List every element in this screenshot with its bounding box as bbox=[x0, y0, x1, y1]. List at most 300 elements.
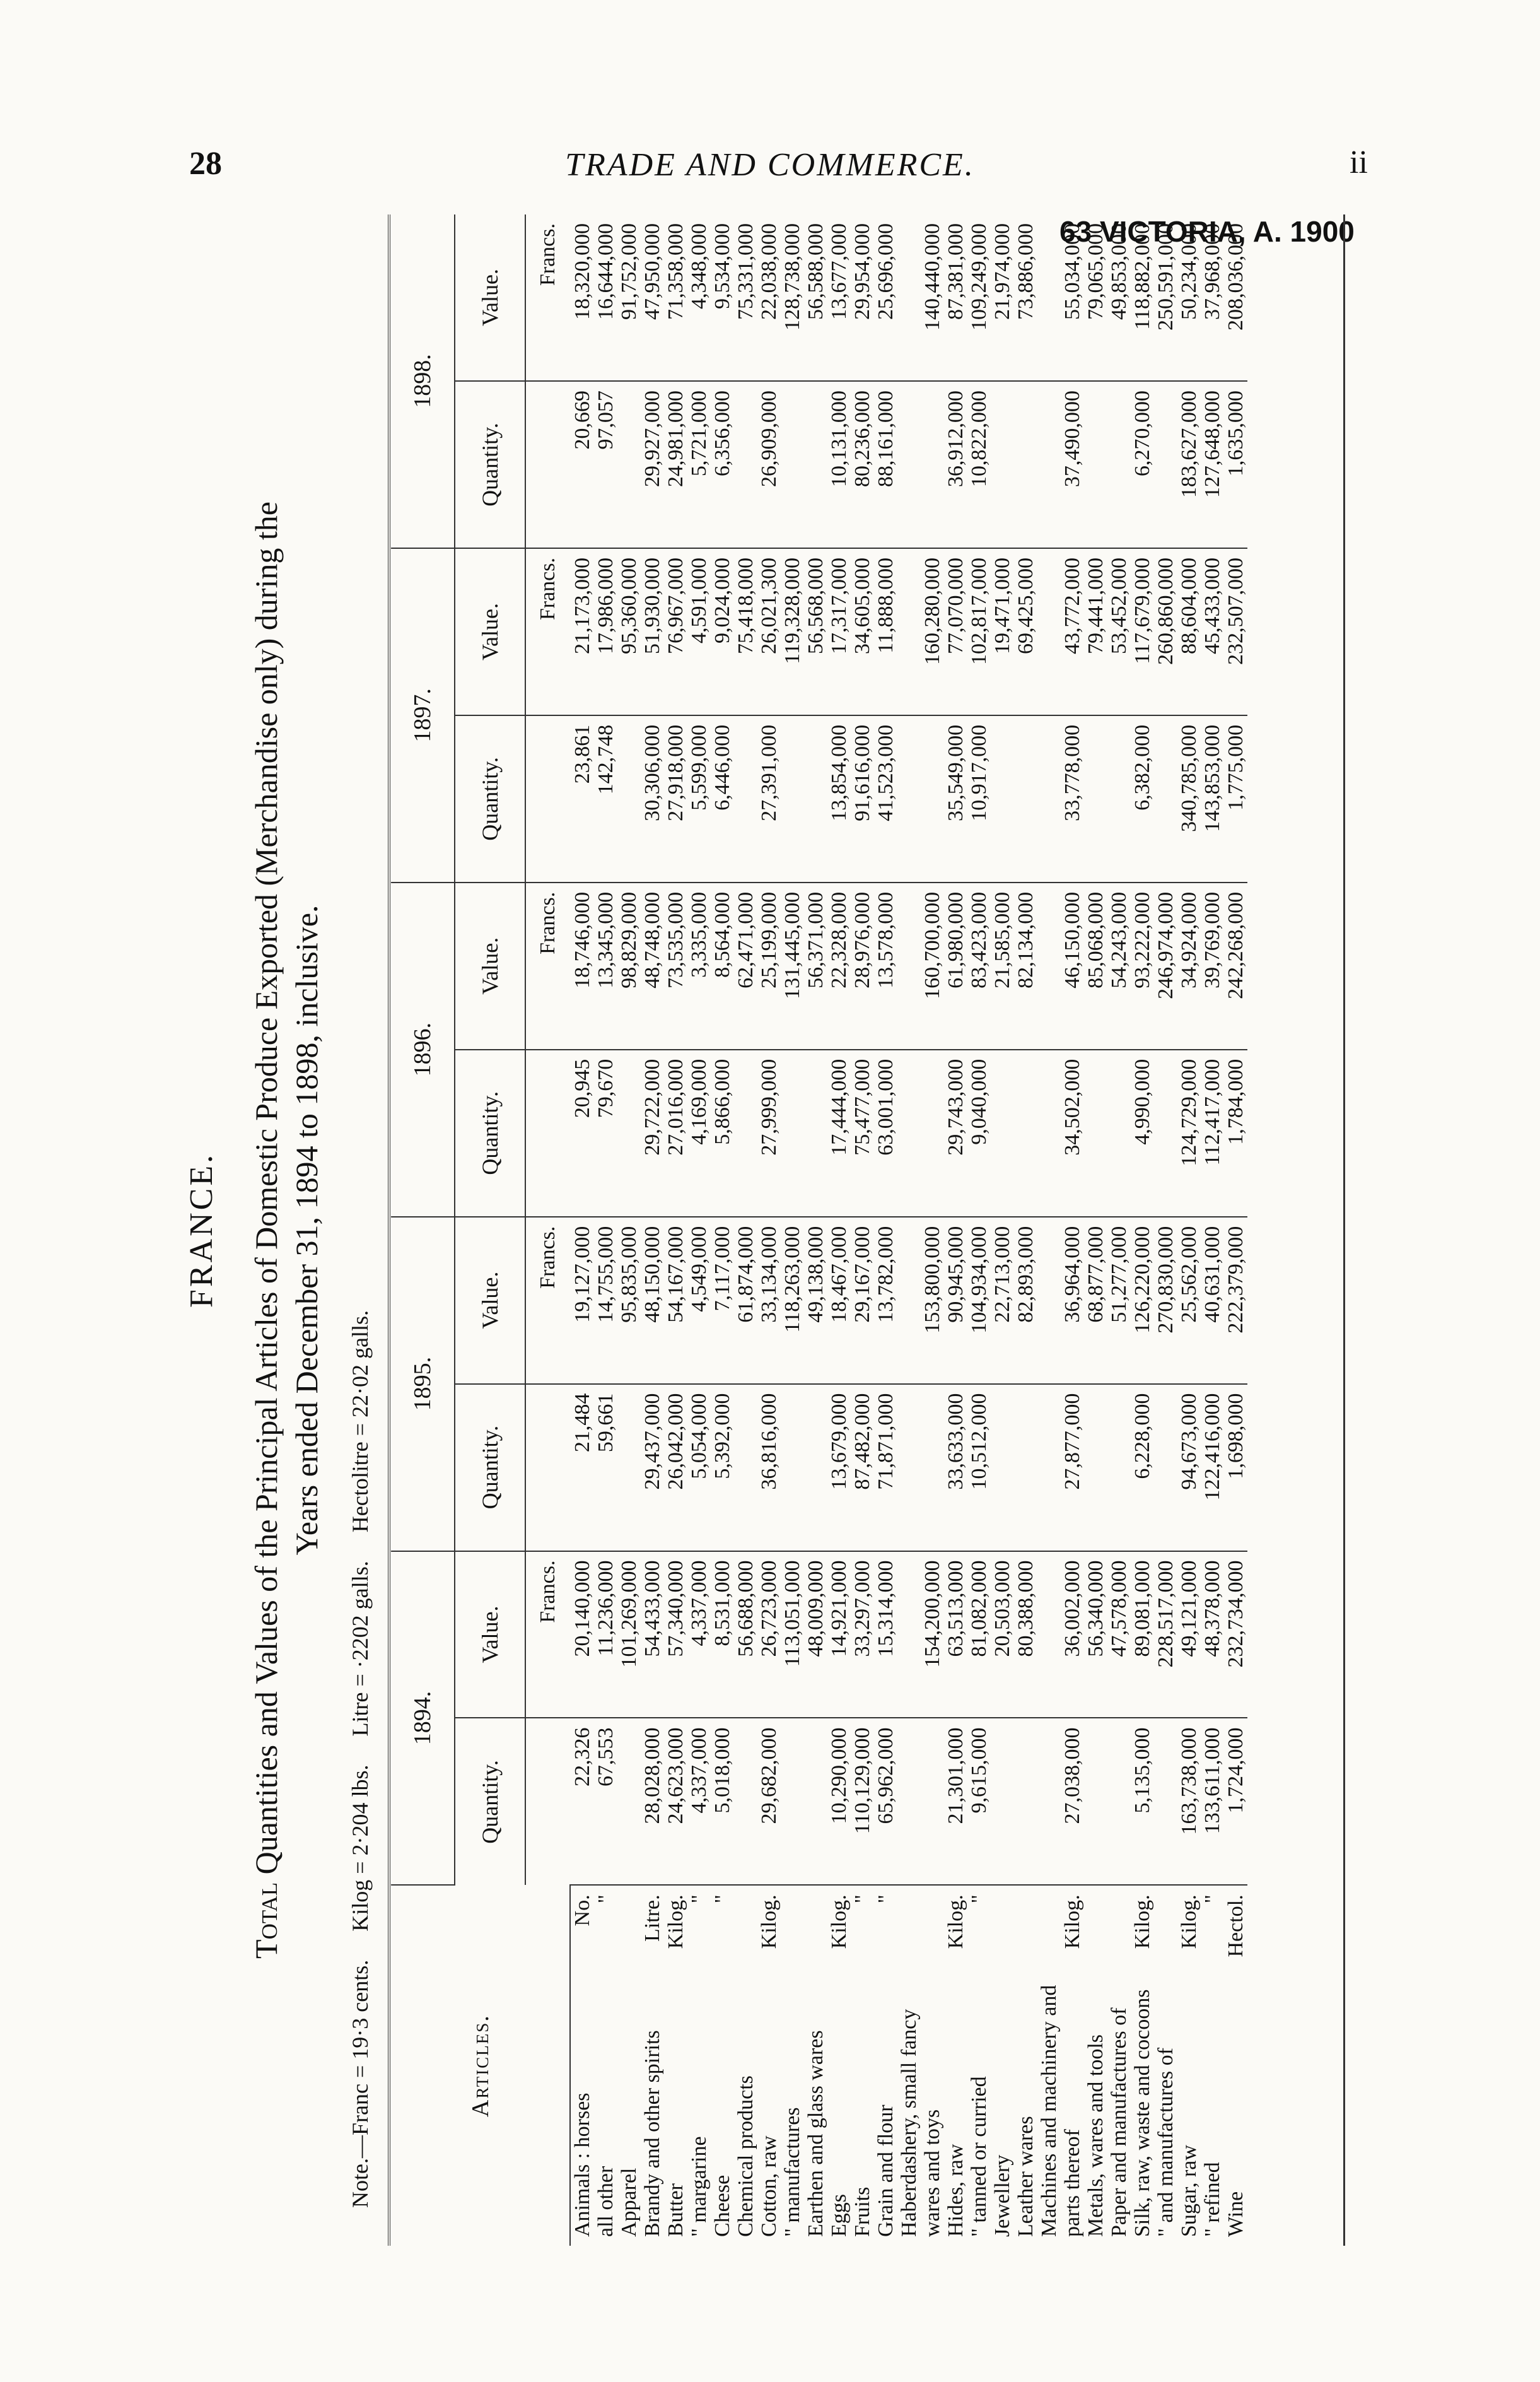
article-name: Cotton, raw bbox=[757, 2135, 781, 2237]
value-cell: 154,200,000 bbox=[921, 1551, 944, 1718]
value-cell: 17,986,000 bbox=[594, 548, 617, 715]
article-unit: Kilog. bbox=[827, 1894, 851, 1949]
table-row bbox=[1014, 214, 1037, 2246]
quantity-cell: 29,722,000 bbox=[641, 1050, 664, 1217]
quantity-cell bbox=[781, 715, 804, 883]
quantity-cell: 6,382,000 bbox=[1131, 715, 1154, 883]
quantity-cell: 41,523,000 bbox=[874, 715, 897, 883]
value-cell bbox=[1037, 883, 1061, 1050]
article-cell bbox=[664, 1885, 687, 2246]
quantity-cell bbox=[1084, 1718, 1107, 1885]
article-cell bbox=[781, 1885, 804, 2246]
table-top-rule bbox=[388, 214, 390, 2246]
article-name: " margarine bbox=[687, 2136, 711, 2237]
quantity-cell bbox=[734, 715, 757, 883]
value-cell: 260,860,000 bbox=[1154, 548, 1177, 715]
article-name: Cheese bbox=[711, 2174, 734, 2237]
quantity-unit-cell bbox=[525, 1050, 570, 1217]
quantity-unit-cell bbox=[525, 381, 570, 548]
article-unit bbox=[781, 1894, 804, 1899]
value-cell: 95,360,000 bbox=[617, 548, 641, 715]
value-cell: 160,280,000 bbox=[921, 548, 944, 715]
value-cell: 55,034,000 bbox=[1061, 214, 1084, 381]
value-cell: 45,433,000 bbox=[1201, 548, 1224, 715]
rotated-table-region bbox=[164, 177, 1362, 2284]
article-cell bbox=[967, 1885, 991, 2246]
article-cell bbox=[897, 1885, 921, 2246]
value-cell: 232,507,000 bbox=[1224, 548, 1247, 715]
article-name: Wine bbox=[1224, 2191, 1247, 2237]
quantity-header: Quantity. bbox=[455, 1384, 525, 1551]
sessional-number: ii bbox=[1350, 144, 1368, 180]
article-cell bbox=[851, 1885, 874, 2246]
value-cell: 95,835,000 bbox=[617, 1217, 641, 1384]
quantity-cell bbox=[921, 1384, 944, 1551]
quantity-cell bbox=[991, 381, 1014, 548]
article-unit: Kilog. bbox=[944, 1894, 967, 1949]
quantity-cell: 35,549,000 bbox=[944, 715, 967, 883]
quantity-cell: 24,623,000 bbox=[664, 1718, 687, 1885]
quantity-header: Quantity. bbox=[455, 1050, 525, 1217]
quantity-cell bbox=[1154, 1384, 1177, 1551]
quantity-cell bbox=[804, 715, 827, 883]
article-unit: " bbox=[967, 1894, 991, 1904]
article-name: Jewellery bbox=[991, 2154, 1014, 2237]
value-cell: 3,335,000 bbox=[687, 883, 711, 1050]
table-row bbox=[757, 214, 781, 2246]
quantity-cell: 10,131,000 bbox=[827, 381, 851, 548]
article-cell bbox=[1224, 1885, 1247, 2246]
quantity-cell bbox=[991, 1050, 1014, 1217]
value-cell: 250,591,000 bbox=[1154, 214, 1177, 381]
article-unit: " bbox=[1201, 1894, 1224, 1904]
value-cell: 56,568,000 bbox=[804, 548, 827, 715]
article-unit: " bbox=[851, 1894, 874, 1904]
quantity-cell: 6,446,000 bbox=[711, 715, 734, 883]
quantity-cell: 71,871,000 bbox=[874, 1384, 897, 1551]
article-name: " and manufactures of bbox=[1154, 2048, 1177, 2237]
article-unit: " bbox=[874, 1894, 897, 1904]
value-cell: 69,425,000 bbox=[1014, 548, 1037, 715]
article-name: Grain and flour bbox=[874, 2104, 897, 2237]
quantity-cell: 87,482,000 bbox=[851, 1384, 874, 1551]
quantity-cell: 20,945 bbox=[570, 1050, 594, 1217]
value-cell: 21,974,000 bbox=[991, 214, 1014, 381]
value-cell: 153,800,000 bbox=[921, 1217, 944, 1384]
article-unit: " bbox=[711, 1894, 734, 1904]
article-unit: Kilog. bbox=[1131, 1894, 1154, 1949]
articles-header bbox=[391, 1885, 570, 2246]
article-cell bbox=[921, 1885, 944, 2246]
value-cell: 33,134,000 bbox=[757, 1217, 781, 1384]
value-cell: 228,517,000 bbox=[1154, 1551, 1177, 1718]
value-cell: 43,772,000 bbox=[1061, 548, 1084, 715]
quantity-cell bbox=[1037, 1050, 1061, 1217]
value-cell: 4,348,000 bbox=[687, 214, 711, 381]
quantity-cell: 36,912,000 bbox=[944, 381, 967, 548]
table-row bbox=[851, 214, 874, 2246]
table-row bbox=[874, 214, 897, 2246]
article-name: Leather wares bbox=[1014, 2116, 1037, 2237]
articles-header-label: Articles. bbox=[467, 2014, 494, 2118]
value-cell: 77,070,000 bbox=[944, 548, 967, 715]
value-cell: 140,440,000 bbox=[921, 214, 944, 381]
value-cell: 48,009,000 bbox=[804, 1551, 827, 1718]
value-header: Value. bbox=[455, 214, 525, 381]
value-cell: 71,358,000 bbox=[664, 214, 687, 381]
article-cell bbox=[641, 1885, 664, 2246]
article-unit bbox=[1037, 1894, 1061, 1899]
quantity-cell: 80,236,000 bbox=[851, 381, 874, 548]
value-cell: 119,328,000 bbox=[781, 548, 804, 715]
table-row bbox=[991, 214, 1014, 2246]
value-cell: 22,713,000 bbox=[991, 1217, 1014, 1384]
value-cell: 160,700,000 bbox=[921, 883, 944, 1050]
article-cell bbox=[1061, 1885, 1084, 2246]
value-cell: 75,331,000 bbox=[734, 214, 757, 381]
value-cell: 56,588,000 bbox=[804, 214, 827, 381]
article-cell bbox=[804, 1885, 827, 2246]
value-cell: 40,631,000 bbox=[1201, 1217, 1224, 1384]
table-row bbox=[594, 214, 617, 2246]
value-cell: 62,471,000 bbox=[734, 883, 757, 1050]
value-cell: 4,337,000 bbox=[687, 1551, 711, 1718]
quantity-cell: 133,611,000 bbox=[1201, 1718, 1224, 1885]
article-unit bbox=[1014, 1894, 1037, 1899]
quantity-cell: 91,616,000 bbox=[851, 715, 874, 883]
quantity-cell bbox=[1107, 381, 1131, 548]
value-cell: 26,723,000 bbox=[757, 1551, 781, 1718]
quantity-cell: 5,054,000 bbox=[687, 1384, 711, 1551]
quantity-cell bbox=[1084, 1384, 1107, 1551]
table-row bbox=[1061, 214, 1084, 2246]
quantity-cell bbox=[1037, 1384, 1061, 1551]
quantity-cell: 30,306,000 bbox=[641, 715, 664, 883]
quantity-cell bbox=[1037, 1718, 1061, 1885]
value-unit-cell: Francs. bbox=[525, 883, 570, 1050]
value-cell: 48,748,000 bbox=[641, 883, 664, 1050]
article-unit: " bbox=[594, 1894, 617, 1904]
quantity-cell: 4,337,000 bbox=[687, 1718, 711, 1885]
value-cell: 13,677,000 bbox=[827, 214, 851, 381]
value-cell: 104,934,000 bbox=[967, 1217, 991, 1384]
table-row bbox=[734, 214, 757, 2246]
article-name: Apparel bbox=[617, 2168, 641, 2237]
quantity-cell bbox=[1154, 715, 1177, 883]
value-cell: 76,967,000 bbox=[664, 548, 687, 715]
quantity-cell: 21,484 bbox=[570, 1384, 594, 1551]
quantity-cell bbox=[617, 1718, 641, 1885]
value-cell: 63,513,000 bbox=[944, 1551, 967, 1718]
value-cell: 51,277,000 bbox=[1107, 1217, 1131, 1384]
caption-lead: Total bbox=[248, 1882, 284, 1959]
quantity-cell bbox=[804, 1050, 827, 1217]
quantity-cell: 5,135,000 bbox=[1131, 1718, 1154, 1885]
value-cell bbox=[897, 548, 921, 715]
quantity-cell: 10,917,000 bbox=[967, 715, 991, 883]
quantity-cell: 142,748 bbox=[594, 715, 617, 883]
value-cell: 47,578,000 bbox=[1107, 1551, 1131, 1718]
article-cell bbox=[991, 1885, 1014, 2246]
quantity-cell: 127,648,000 bbox=[1201, 381, 1224, 548]
quantity-cell: 27,391,000 bbox=[757, 715, 781, 883]
quantity-cell: 26,042,000 bbox=[664, 1384, 687, 1551]
value-cell: 83,423,000 bbox=[967, 883, 991, 1050]
article-cell bbox=[1201, 1885, 1224, 2246]
article-cell bbox=[687, 1885, 711, 2246]
quantity-cell: 4,169,000 bbox=[687, 1050, 711, 1217]
quantity-cell bbox=[804, 1718, 827, 1885]
value-cell: 54,433,000 bbox=[641, 1551, 664, 1718]
value-cell: 19,471,000 bbox=[991, 548, 1014, 715]
article-unit: Hectol. bbox=[1224, 1894, 1247, 1957]
value-cell bbox=[897, 1551, 921, 1718]
table-row bbox=[1131, 214, 1154, 2246]
value-cell: 25,696,000 bbox=[874, 214, 897, 381]
quantity-cell bbox=[1037, 715, 1061, 883]
value-header: Value. bbox=[455, 883, 525, 1050]
value-header: Value. bbox=[455, 548, 525, 715]
value-cell: 208,036,000 bbox=[1224, 214, 1247, 381]
value-cell: 48,378,000 bbox=[1201, 1551, 1224, 1718]
value-cell: 128,738,000 bbox=[781, 214, 804, 381]
value-cell: 36,002,000 bbox=[1061, 1551, 1084, 1718]
exports-table bbox=[391, 214, 1247, 2246]
value-cell: 17,317,000 bbox=[827, 548, 851, 715]
value-cell: 4,549,000 bbox=[687, 1217, 711, 1384]
quantity-cell: 10,822,000 bbox=[967, 381, 991, 548]
value-cell: 36,964,000 bbox=[1061, 1217, 1084, 1384]
value-cell: 57,340,000 bbox=[664, 1551, 687, 1718]
quantity-cell: 97,057 bbox=[594, 381, 617, 548]
article-unit: Kilog. bbox=[664, 1894, 687, 1949]
article-unit: " bbox=[687, 1894, 711, 1904]
value-cell: 50,234,000 bbox=[1177, 214, 1201, 381]
quantity-cell bbox=[781, 1050, 804, 1217]
table-row bbox=[804, 214, 827, 2246]
article-cell bbox=[944, 1885, 967, 2246]
value-cell: 33,297,000 bbox=[851, 1551, 874, 1718]
table-row bbox=[781, 214, 804, 2246]
value-cell: 56,371,000 bbox=[804, 883, 827, 1050]
quantity-cell: 9,040,000 bbox=[967, 1050, 991, 1217]
value-cell: 49,853,000 bbox=[1107, 214, 1131, 381]
quantity-cell: 183,627,000 bbox=[1177, 381, 1201, 548]
quantity-cell: 1,698,000 bbox=[1224, 1384, 1247, 1551]
article-unit bbox=[1084, 1894, 1107, 1899]
running-title: TRADE AND COMMERCE. bbox=[565, 147, 975, 183]
article-unit bbox=[991, 1894, 1014, 1899]
value-cell: 73,886,000 bbox=[1014, 214, 1037, 381]
table-row bbox=[921, 214, 944, 2246]
quantity-cell bbox=[991, 1718, 1014, 1885]
value-cell: 222,379,000 bbox=[1224, 1217, 1247, 1384]
volume-label: 63 VICTORIA, A. 1900 bbox=[1059, 215, 1355, 248]
year-header: 1897. bbox=[391, 548, 455, 883]
value-cell: 232,734,000 bbox=[1224, 1551, 1247, 1718]
quantity-cell: 5,599,000 bbox=[687, 715, 711, 883]
quantity-cell bbox=[781, 1384, 804, 1551]
quantity-cell: 29,682,000 bbox=[757, 1718, 781, 1885]
quantity-cell bbox=[1154, 1050, 1177, 1217]
table-row bbox=[641, 214, 664, 2246]
value-cell bbox=[897, 214, 921, 381]
value-cell: 109,249,000 bbox=[967, 214, 991, 381]
value-cell: 19,127,000 bbox=[570, 1217, 594, 1384]
value-cell: 15,314,000 bbox=[874, 1551, 897, 1718]
article-unit bbox=[921, 1894, 944, 1899]
value-cell: 90,945,000 bbox=[944, 1217, 967, 1384]
table-row bbox=[570, 214, 594, 2246]
quantity-cell: 33,778,000 bbox=[1061, 715, 1084, 883]
article-unit: Litre. bbox=[641, 1894, 664, 1942]
quantity-cell bbox=[781, 381, 804, 548]
article-cell bbox=[1107, 1885, 1131, 2246]
quantity-cell: 94,673,000 bbox=[1177, 1384, 1201, 1551]
value-cell: 61,980,000 bbox=[944, 883, 967, 1050]
quantity-cell bbox=[1014, 1384, 1037, 1551]
value-cell: 34,924,000 bbox=[1177, 883, 1201, 1050]
quantity-cell bbox=[1014, 715, 1037, 883]
article-name: Sugar, raw bbox=[1177, 2145, 1201, 2237]
article-name: Silk, raw, waste and cocoons bbox=[1131, 1989, 1154, 2237]
value-cell bbox=[1037, 548, 1061, 715]
note-kilog: Kilog = 2·204 lbs. bbox=[347, 1764, 373, 1932]
article-name: Chemical products bbox=[734, 2075, 757, 2237]
value-cell: 25,562,000 bbox=[1177, 1217, 1201, 1384]
year-header: 1896. bbox=[391, 883, 455, 1217]
quantity-cell bbox=[1107, 1384, 1131, 1551]
quantity-cell: 5,866,000 bbox=[711, 1050, 734, 1217]
quantity-cell: 6,356,000 bbox=[711, 381, 734, 548]
note-litre: Litre = ·2202 galls. bbox=[347, 1561, 373, 1737]
year-header: 1898. bbox=[391, 214, 455, 548]
year-header: 1894. bbox=[391, 1551, 455, 1886]
value-cell: 11,888,000 bbox=[874, 548, 897, 715]
quantity-cell: 59,661 bbox=[594, 1384, 617, 1551]
article-name: Butter bbox=[664, 2183, 687, 2237]
quantity-cell bbox=[1107, 1050, 1131, 1217]
value-cell: 28,976,000 bbox=[851, 883, 874, 1050]
value-cell: 246,974,000 bbox=[1154, 883, 1177, 1050]
quantity-cell: 1,724,000 bbox=[1224, 1718, 1247, 1885]
value-cell: 49,138,000 bbox=[804, 1217, 827, 1384]
quantity-cell bbox=[617, 1050, 641, 1217]
value-cell: 131,445,000 bbox=[781, 883, 804, 1050]
table-row bbox=[1084, 214, 1107, 2246]
table-row bbox=[944, 214, 967, 2246]
value-cell: 89,081,000 bbox=[1131, 1551, 1154, 1718]
value-cell: 11,236,000 bbox=[594, 1551, 617, 1718]
value-cell: 54,167,000 bbox=[664, 1217, 687, 1384]
value-cell: 85,068,000 bbox=[1084, 883, 1107, 1050]
value-cell: 54,243,000 bbox=[1107, 883, 1131, 1050]
value-cell: 270,830,000 bbox=[1154, 1217, 1177, 1384]
value-cell bbox=[1037, 1217, 1061, 1384]
quantity-header: Quantity. bbox=[455, 1718, 525, 1885]
quantity-cell: 29,927,000 bbox=[641, 381, 664, 548]
value-cell: 34,605,000 bbox=[851, 548, 874, 715]
article-cell bbox=[1131, 1885, 1154, 2246]
value-cell: 20,503,000 bbox=[991, 1551, 1014, 1718]
quantity-cell: 75,477,000 bbox=[851, 1050, 874, 1217]
value-cell: 79,065,000 bbox=[1084, 214, 1107, 381]
quantity-cell bbox=[734, 1050, 757, 1217]
article-name: Machines and machinery and bbox=[1037, 1985, 1061, 2237]
article-unit: Kilog. bbox=[1061, 1894, 1084, 1949]
value-cell: 75,418,000 bbox=[734, 548, 757, 715]
quantity-cell bbox=[1084, 381, 1107, 548]
article-unit bbox=[1154, 1894, 1177, 1899]
value-cell: 101,269,000 bbox=[617, 1551, 641, 1718]
quantity-cell bbox=[1154, 381, 1177, 548]
table-row bbox=[687, 214, 711, 2246]
quantity-cell: 24,981,000 bbox=[664, 381, 687, 548]
quantity-cell: 63,001,000 bbox=[874, 1050, 897, 1217]
quantity-cell bbox=[897, 1718, 921, 1885]
quantity-cell: 122,416,000 bbox=[1201, 1384, 1224, 1551]
quantity-cell: 10,290,000 bbox=[827, 1718, 851, 1885]
value-cell: 68,877,000 bbox=[1084, 1217, 1107, 1384]
quantity-cell: 10,512,000 bbox=[967, 1384, 991, 1551]
article-unit bbox=[617, 1894, 641, 1899]
value-cell: 14,755,000 bbox=[594, 1217, 617, 1384]
quantity-cell bbox=[921, 1718, 944, 1885]
article-name: Eggs bbox=[827, 2194, 851, 2237]
article-unit bbox=[1107, 1894, 1131, 1899]
value-cell: 8,531,000 bbox=[711, 1551, 734, 1718]
quantity-cell bbox=[1154, 1718, 1177, 1885]
article-cell bbox=[617, 1885, 641, 2246]
article-cell bbox=[570, 1885, 594, 2246]
quantity-cell: 1,784,000 bbox=[1224, 1050, 1247, 1217]
value-cell: 22,328,000 bbox=[827, 883, 851, 1050]
quantity-cell: 112,417,000 bbox=[1201, 1050, 1224, 1217]
value-cell: 25,199,000 bbox=[757, 883, 781, 1050]
value-cell: 13,578,000 bbox=[874, 883, 897, 1050]
table-row bbox=[664, 214, 687, 2246]
year-header: 1895. bbox=[391, 1217, 455, 1551]
quantity-cell bbox=[804, 1384, 827, 1551]
value-cell: 81,082,000 bbox=[967, 1551, 991, 1718]
article-cell bbox=[874, 1885, 897, 2246]
value-cell bbox=[897, 1217, 921, 1384]
quantity-cell bbox=[897, 1384, 921, 1551]
quantity-cell bbox=[1014, 1050, 1037, 1217]
value-cell: 18,320,000 bbox=[570, 214, 594, 381]
value-cell bbox=[1037, 1551, 1061, 1718]
value-cell: 118,263,000 bbox=[781, 1217, 804, 1384]
value-cell: 87,381,000 bbox=[944, 214, 967, 381]
table-row bbox=[1201, 214, 1224, 2246]
value-cell: 73,535,000 bbox=[664, 883, 687, 1050]
value-header: Value. bbox=[455, 1217, 525, 1384]
value-cell: 88,604,000 bbox=[1177, 548, 1201, 715]
value-cell: 126,220,000 bbox=[1131, 1217, 1154, 1384]
value-unit-cell: Francs. bbox=[525, 1551, 570, 1718]
article-cell bbox=[827, 1885, 851, 2246]
value-cell: 21,173,000 bbox=[570, 548, 594, 715]
value-cell: 39,769,000 bbox=[1201, 883, 1224, 1050]
value-cell: 79,441,000 bbox=[1084, 548, 1107, 715]
quantity-cell: 29,743,000 bbox=[944, 1050, 967, 1217]
quantity-cell: 27,016,000 bbox=[664, 1050, 687, 1217]
article-cell bbox=[734, 1885, 757, 2246]
value-cell: 56,688,000 bbox=[734, 1551, 757, 1718]
quantity-unit-cell bbox=[525, 715, 570, 883]
quantity-cell: 6,228,000 bbox=[1131, 1384, 1154, 1551]
quantity-cell: 5,392,000 bbox=[711, 1384, 734, 1551]
